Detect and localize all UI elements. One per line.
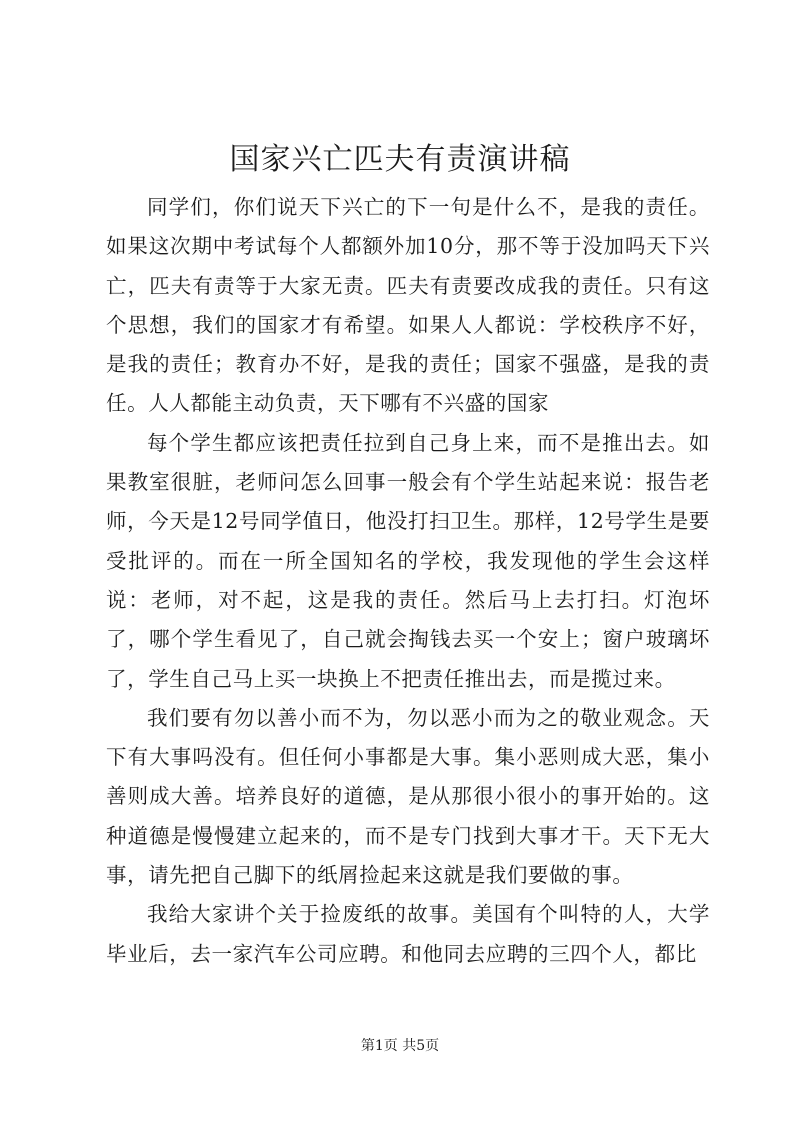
paragraph-3: 我们要有勿以善小而不为，勿以恶小而为之的敬业观念。天下有大事吗没有。但任何小事都是大事。集小恶则成大恶，集小善则成大善。培养良好的道德，是从那很小很小的事开始的。这种道德是慢慢建立起来的，而不是专门找到大事才干。天下无大事，请先把自己脚下的纸屑捡起来这就是我们要做的事。	[106, 705, 710, 888]
page-title: 国家兴亡匹夫有责演讲稿	[229, 142, 571, 177]
paragraph-4: 我给大家讲个关于捡废纸的故事。美国有个叫特的人，大学毕业后，去一家汽车公司应聘。和他同去应聘的三四个人，都比	[106, 902, 710, 966]
document-body	[106, 188, 710, 974]
paragraph-2: 每个学生都应该把责任拉到自己身上来，而不是推出去。如果教室很脏，老师问怎么回事一般会有个学生站起来说：报告老师，今天是12号同学值日，他没打扫卫生。那样，12号学生是要受批评的。而在一所全国知名的学校，我发现他的学生会这样说：老师，对不起，这是我的责任。然后马上去打扫。灯泡坏了，哪个学生看见了，自己就会掏钱去买一个安上；窗户玻璃坏了，学生自己马上买一块换上不把责任推出去，而是揽过来。	[106, 430, 710, 691]
page-number-footer: 第1页 共5页	[360, 1038, 440, 1054]
paragraph-1: 同学们，你们说天下兴亡的下一句是什么不，是我的责任。如果这次期中考试每个人都额外加10分，那不等于没加吗天下兴亡，匹夫有责等于大家无责。匹夫有责要改成我的责任。只有这个思想，我们的国家才有希望。如果人人都说：学校秩序不好，是我的责任；教育办不好，是我的责任；国家不强盛，是我的责任。人人都能主动负责，天下哪有不兴盛的国家	[106, 195, 710, 416]
